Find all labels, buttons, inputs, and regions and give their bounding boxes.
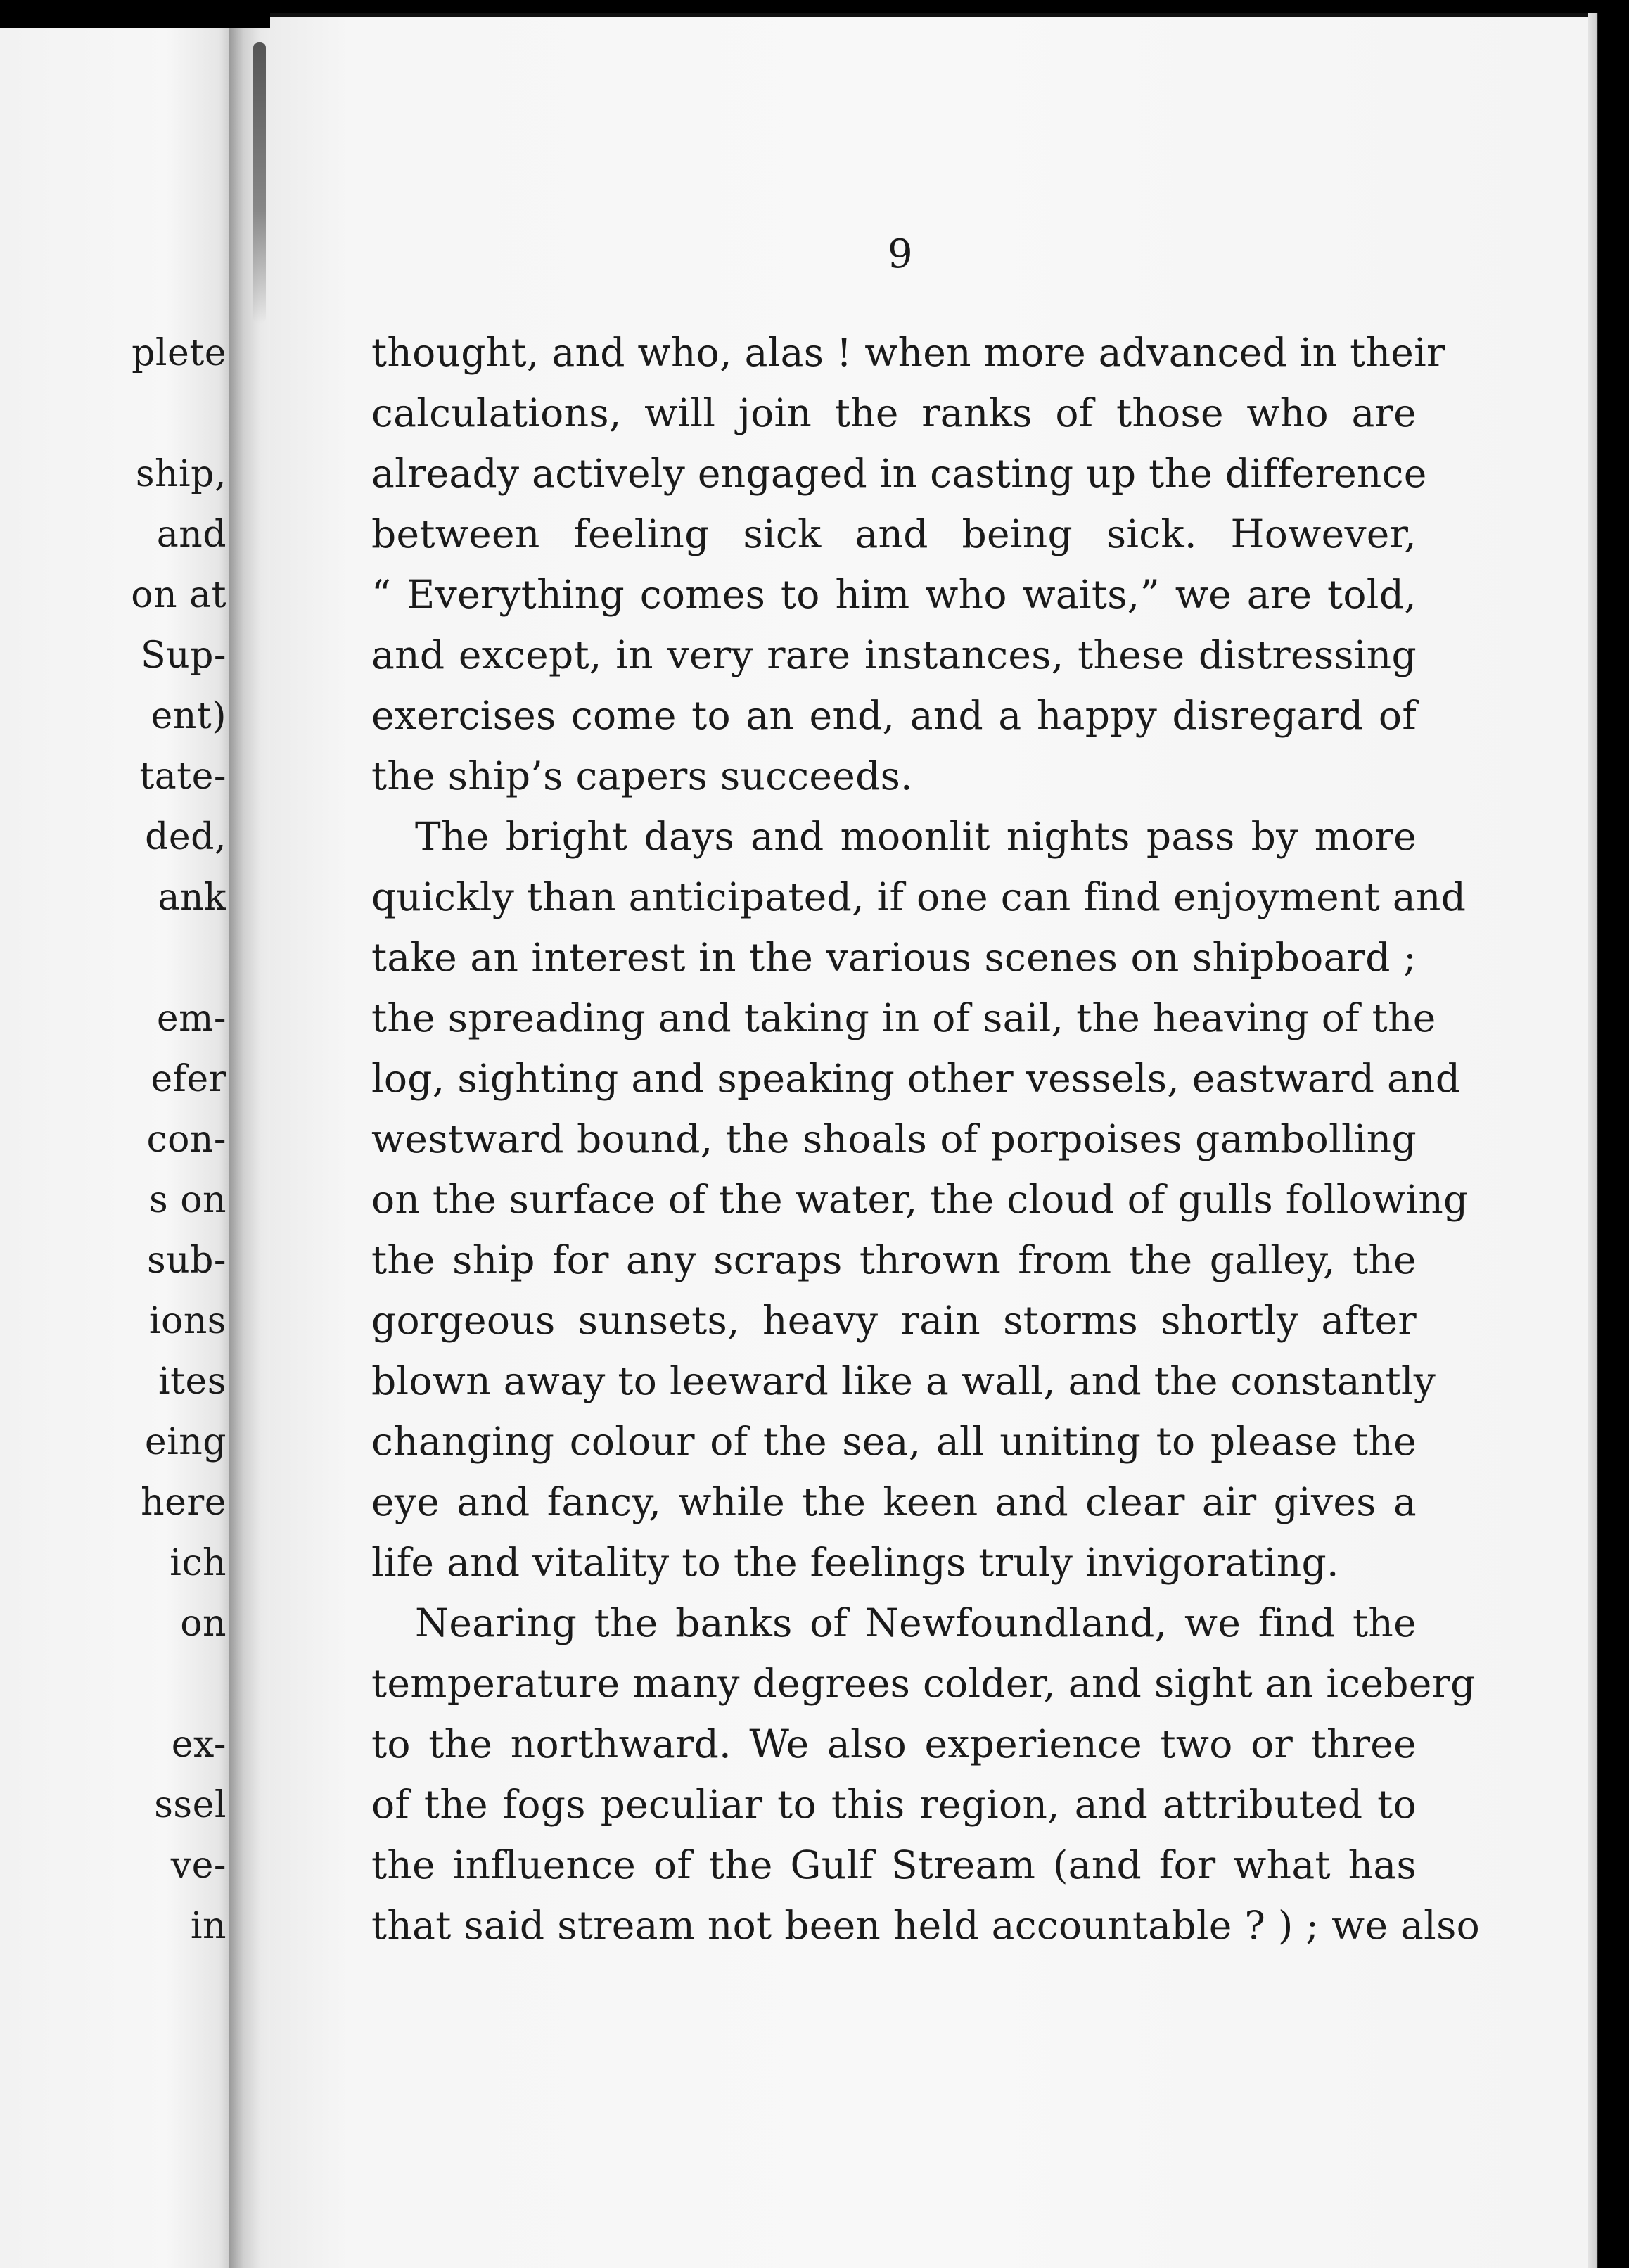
body-line: the spreading and taking in of sail, the heaving of the bbox=[371, 995, 1436, 1040]
previous-page-line: on at bbox=[131, 574, 226, 616]
body-line: gorgeous sunsets, heavy rain storms shortly after bbox=[371, 1298, 1417, 1343]
body-line: to the northward. We also experience two or three bbox=[371, 1721, 1417, 1766]
previous-page-line: ve- bbox=[170, 1845, 226, 1887]
body-line: of the fogs peculiar to this region, and attributed to bbox=[371, 1782, 1417, 1827]
body-line: the influence of the Gulf Stream (and for what has bbox=[371, 1842, 1417, 1887]
body-line: log, sighting and speaking other vessels, eastward and bbox=[371, 1056, 1461, 1101]
body-line: changing colour of the sea, all uniting to please the bbox=[371, 1419, 1417, 1464]
body-line: “ Everything comes to him who waits,” we are told, bbox=[371, 572, 1417, 617]
previous-page-line: ship, bbox=[135, 453, 226, 495]
previous-page-line: ich bbox=[170, 1542, 226, 1584]
body-line: take an interest in the various scenes on shipboard ; bbox=[371, 935, 1417, 980]
previous-page-line: tate- bbox=[139, 756, 226, 798]
previous-page-line: ex- bbox=[171, 1724, 226, 1766]
previous-page-line: con- bbox=[146, 1119, 226, 1161]
body-line: Nearing the banks of Newfoundland, we find the bbox=[415, 1600, 1417, 1645]
body-line: already actively engaged in casting up the difference bbox=[371, 451, 1427, 496]
body-line: quickly than anticipated, if one can find enjoyment and bbox=[371, 874, 1467, 919]
body-line: the ship’s capers succeeds. bbox=[371, 753, 913, 798]
previous-page-line: here bbox=[141, 1482, 226, 1524]
body-line: exercises come to an end, and a happy disregard of bbox=[371, 693, 1417, 738]
spine-shadow bbox=[253, 42, 266, 324]
previous-page-line: ites bbox=[158, 1361, 226, 1403]
body-line: The bright days and moonlit nights pass by more bbox=[415, 814, 1417, 859]
previous-page-line: ions bbox=[148, 1300, 226, 1342]
previous-page-fragment bbox=[0, 28, 238, 2268]
previous-page-line: sub- bbox=[146, 1240, 226, 1282]
previous-page-line: ent) bbox=[151, 695, 226, 737]
previous-page-line: Sup- bbox=[141, 635, 226, 677]
previous-page-line: eing bbox=[144, 1421, 226, 1463]
body-line: eye and fancy, while the keen and clear air gives a bbox=[371, 1479, 1417, 1524]
previous-page-line: s on bbox=[148, 1179, 226, 1221]
page-number: 9 bbox=[888, 231, 913, 277]
page-edge bbox=[1588, 13, 1629, 2268]
body-line: temperature many degrees colder, and sight an iceberg bbox=[371, 1661, 1476, 1706]
previous-page-line: ded, bbox=[145, 816, 226, 858]
body-line: westward bound, the shoals of porpoises gambolling bbox=[371, 1116, 1417, 1161]
previous-page-line: efer bbox=[151, 1058, 226, 1100]
previous-page-line: on bbox=[180, 1603, 226, 1645]
previous-page-line: ank bbox=[158, 877, 226, 919]
previous-page-line: ssel bbox=[154, 1784, 226, 1826]
previous-page-line: and bbox=[156, 514, 226, 556]
body-line: that said stream not been held accountable ? ) ; we also bbox=[371, 1903, 1481, 1948]
body-line: life and vitality to the feelings truly invigorating. bbox=[371, 1540, 1339, 1585]
body-line: the ship for any scraps thrown from the galley, the bbox=[371, 1237, 1417, 1282]
body-line: blown away to leeward like a wall, and the constantly bbox=[371, 1358, 1436, 1403]
body-line: thought, and who, alas ! when more advanced in their bbox=[371, 330, 1445, 375]
body-line: and except, in very rare instances, these distressing bbox=[371, 632, 1417, 677]
body-line: between feeling sick and being sick. However, bbox=[371, 511, 1417, 556]
body-line: calculations, will join the ranks of those who are bbox=[371, 390, 1417, 435]
previous-page-line: em- bbox=[156, 998, 226, 1040]
previous-page-line: in bbox=[190, 1905, 226, 1947]
body-line: on the surface of the water, the cloud of gulls following bbox=[371, 1177, 1469, 1222]
previous-page-text bbox=[0, 28, 238, 2268]
previous-page-line: plete bbox=[132, 332, 226, 374]
